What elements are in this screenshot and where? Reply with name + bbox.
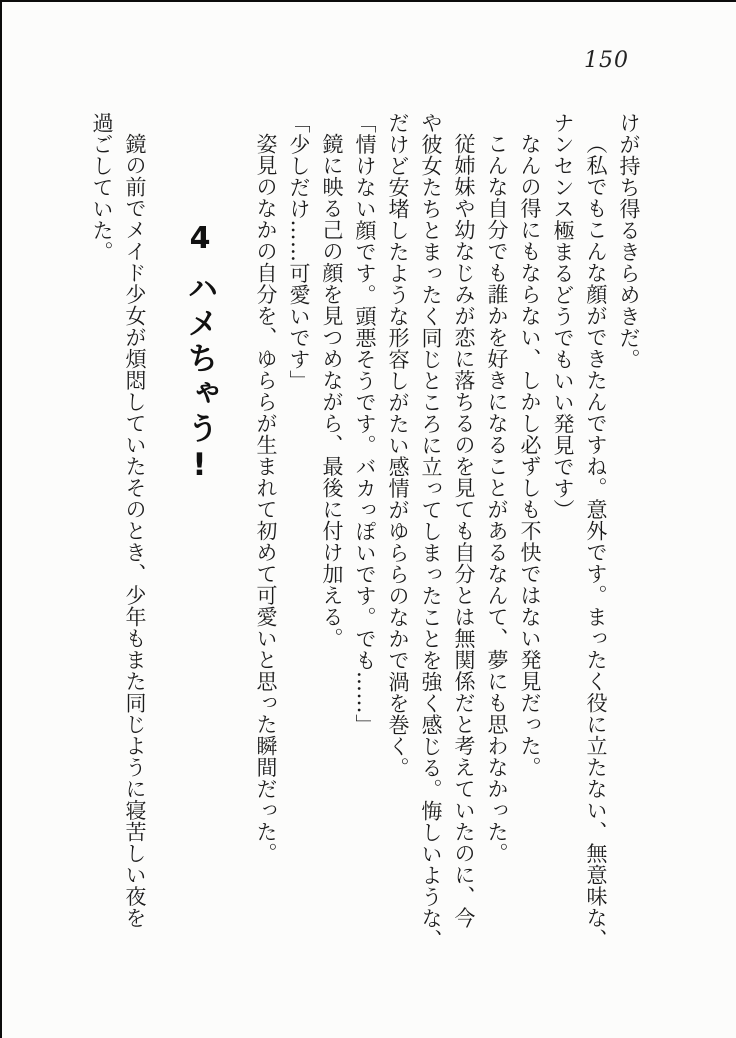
text-column: だけど安堵したような形容しがたい感情がゆららのなかで渦を巻く。	[386, 112, 410, 779]
text-column: なんの得にもならない、しかし必ずしも不快ではない発見だった。	[518, 133, 542, 778]
text-column: 従姉妹や幼なじみが恋に落ちるのを見ても自分とは無関係だと考えていたのに、今	[452, 133, 476, 929]
text-column: 鏡に映る己の顔を見つめながら、最後に付け加える。	[320, 133, 344, 649]
text-column: けが持ち得るきらめきだ。	[617, 112, 641, 370]
text-column: 姿見のなかの自分を、ゆららが生まれて初めて可愛いと思った瞬間だった。	[254, 133, 278, 864]
scan-edge-left	[0, 0, 2, 1038]
chapter-heading	[156, 112, 244, 487]
text-column: こんな自分でも誰かを好きになることがあるなんて、夢にも思わなかった。	[485, 133, 509, 864]
text-column: ナンセンス極まるどうでもいい発見です）	[551, 112, 575, 521]
text-column: 「情けない顔です。頭悪そうです。バカっぽいです。でも……」	[353, 112, 377, 736]
chapter-title: ハメちゃう!	[181, 272, 218, 487]
text-column: 鏡の前でメイド少女が煩悶していたそのとき、少年もまた同じように寝苦しい夜を	[123, 133, 147, 929]
text-column: （私でもこんな顔ができたんですね。意外です。まったく役に立たない、無意味な、	[584, 133, 608, 950]
text-column: や彼女たちとまったく同じところに立ってしまったことを強く感じる。悔しいような、	[419, 112, 443, 951]
text-column: 過ごしていた。	[90, 112, 114, 263]
chapter-number: 4	[189, 221, 211, 256]
body-text-columns	[90, 112, 640, 957]
text-column: 「少しだけ……可愛いです」	[287, 112, 311, 392]
scan-edge-top	[0, 0, 736, 2]
page-number: 150	[584, 48, 629, 73]
